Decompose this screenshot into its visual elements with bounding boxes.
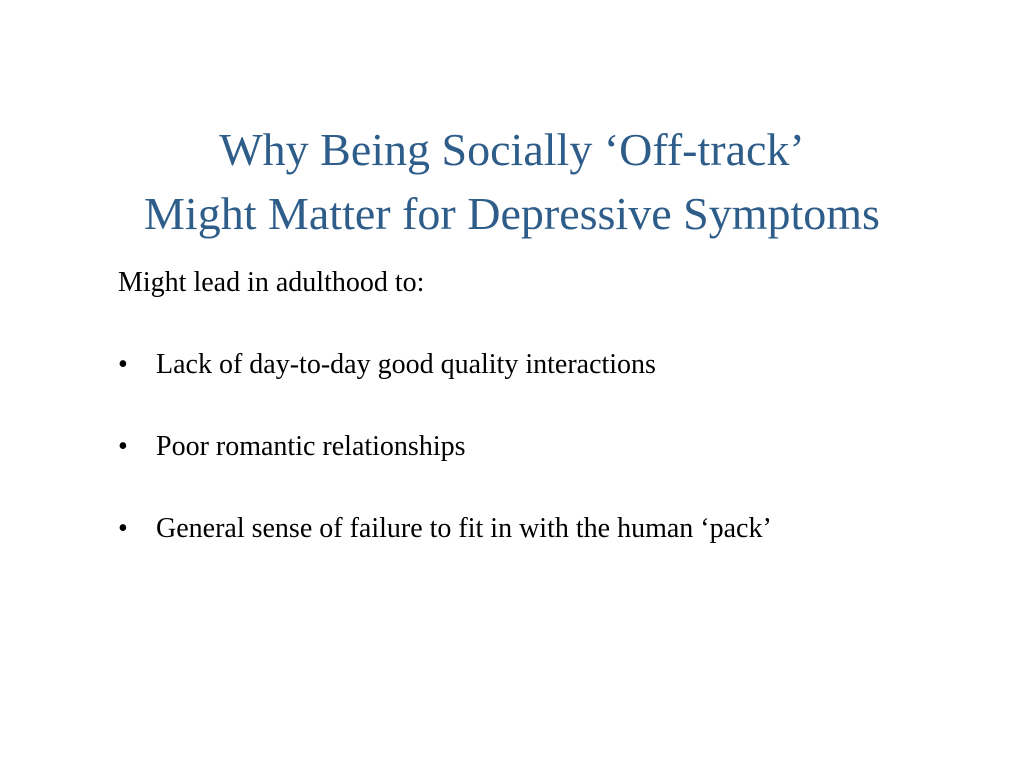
bullet-item	[118, 345, 978, 385]
slide-title-line-1: Why Being Socially ‘Off-track’	[219, 124, 805, 175]
bullet-list	[118, 345, 978, 549]
bullet-text: Poor romantic relationships	[156, 431, 466, 462]
bullet-dot-icon: •	[118, 349, 128, 380]
slide-title-line-2: Might Matter for Depressive Symptoms	[144, 188, 880, 239]
bullet-item	[118, 509, 978, 549]
slide-body	[118, 263, 978, 549]
bullet-text: Lack of day-to-day good quality interactions	[156, 349, 656, 380]
bullet-dot-icon: •	[118, 513, 128, 544]
slide-title	[0, 118, 1024, 246]
bullet-dot-icon: •	[118, 431, 128, 462]
intro-text: Might lead in adulthood to:	[118, 267, 425, 298]
bullet-text: General sense of failure to fit in with the human ‘pack’	[156, 513, 772, 544]
bullet-item	[118, 427, 978, 467]
